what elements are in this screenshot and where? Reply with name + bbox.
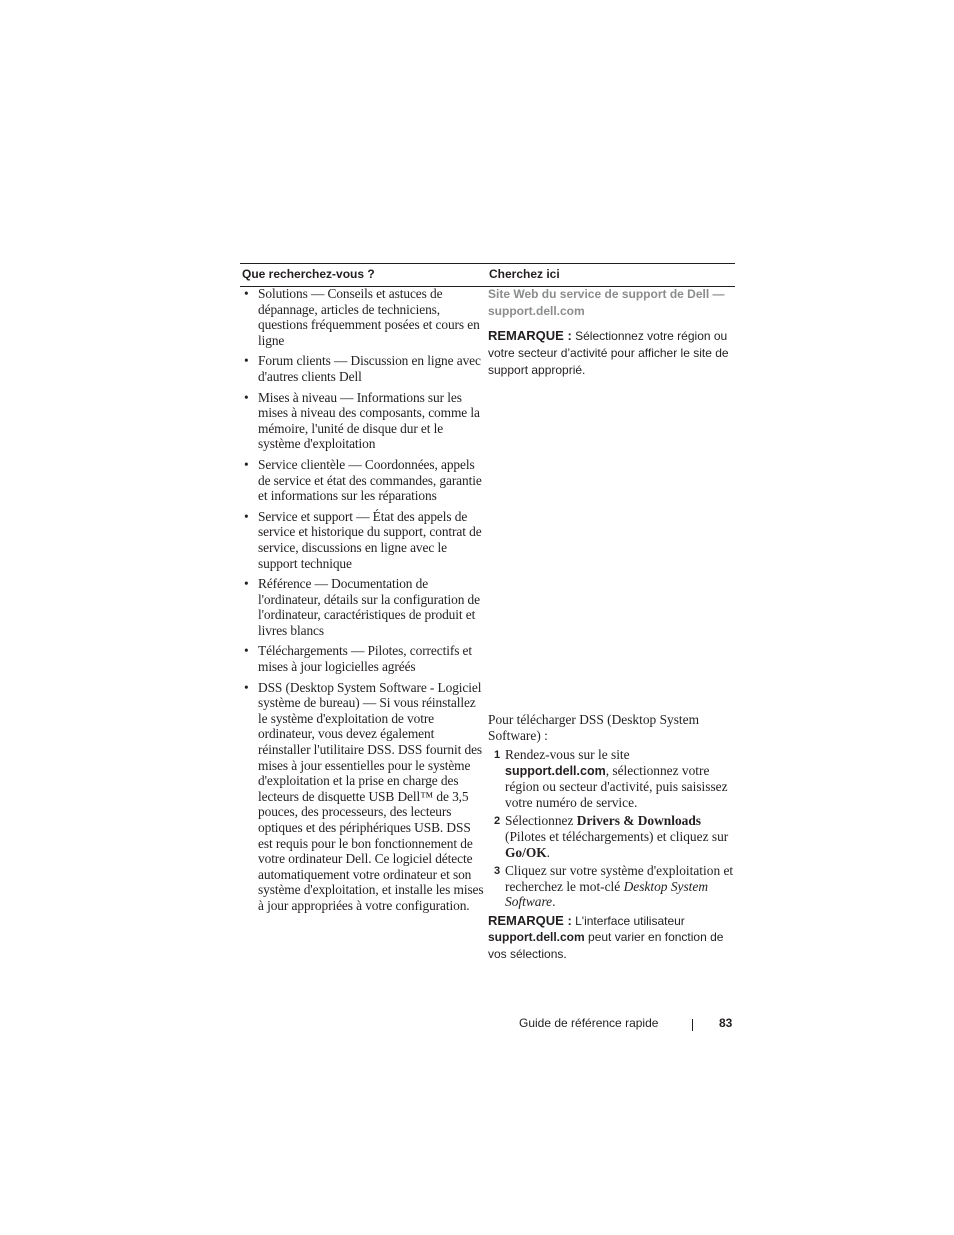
bullet-icon: • <box>244 643 249 659</box>
bullet-icon: • <box>244 389 249 405</box>
step-1 <box>488 747 734 810</box>
step-text: (Pilotes et téléchargements) et cliquez sur <box>505 828 729 844</box>
note-label: REMARQUE : <box>488 328 572 343</box>
list-item <box>244 390 484 452</box>
footer-guide-title: Guide de référence rapide <box>519 1016 659 1030</box>
dss-intro: Pour télécharger DSS (Desktop System Software) : <box>488 712 700 743</box>
bullet-icon: • <box>244 456 249 472</box>
bullet-icon: • <box>244 286 249 301</box>
drivers-downloads-label: Drivers & Downloads <box>576 813 702 829</box>
note-text: L'interface utilisateur <box>575 914 685 928</box>
list-item-text: DSS (Desktop System Software - Logiciel système de bureau) — Si vous réinstallez le système d'exploitation de votre ordinateur, vous devez également réinstaller l'utilitaire DSS. DSS fournit des mises à jour essentielles pour le système d'exploitation et la prise en charge des lecteurs de disquette USB Dell™ de 3,5 pouces, des processeurs, des lecteurs optiques et des périphériques USB. DSS est requis pour le bon fonctionnement de votre ordinateur Dell. Ce logiciel détecte automatiquement votre ordinateur et son système d'exploitation, et installe les mises à jour appropriées à votre configuration. <box>258 679 484 913</box>
step-2 <box>488 813 734 860</box>
list-item-text: Référence — Documentation de l'ordinateur, détails sur la configuration de l'ordinateur, caractéristiques de produit et livres blancs <box>258 576 480 638</box>
list-item-text: Forum clients — Discussion en ligne avec d'autres clients Dell <box>258 353 481 384</box>
list-item <box>244 680 484 914</box>
list-item <box>244 509 484 571</box>
step-number: 3 <box>494 865 501 878</box>
note-interface <box>488 913 734 962</box>
download-steps <box>488 747 734 913</box>
resource-list <box>244 286 484 919</box>
list-item-text: Mises à niveau — Informations sur les mises à niveau des composants, comme la mémoire, l'unité de disque dur et le système d'exploitation <box>258 389 480 452</box>
step-3 <box>488 863 734 910</box>
support-site-heading[interactable]: Site Web du service de support de Dell — support.dell.com <box>488 287 725 318</box>
list-item-text: Solutions — Conseils et astuces de dépannage, articles de techniciens, questions fréquemment posées et cours en ligne <box>258 286 480 348</box>
go-ok-button-label: Go/OK <box>505 844 547 860</box>
step-text: . <box>552 894 556 910</box>
support-link[interactable]: support.dell.com <box>505 763 606 778</box>
page-number: 83 <box>719 1016 733 1030</box>
step-text: Sélectionnez <box>505 813 574 829</box>
note-text: peut varier en fonction de vos sélections. <box>488 930 724 961</box>
note-region <box>488 327 734 379</box>
table-header <box>240 263 735 287</box>
list-item <box>244 643 484 674</box>
keyword: Desktop System Software <box>505 878 709 910</box>
note-label: REMARQUE : <box>488 913 572 928</box>
column-header-question: Que recherchez-vous ? <box>242 267 375 281</box>
step-number: 2 <box>494 815 501 828</box>
step-text: Cliquez sur votre système d'exploitation et recherchez le mot-clé <box>505 863 734 894</box>
step-number: 1 <box>494 749 501 761</box>
list-item-text: Service et support — État des appels de service et historique du support, contrat de service, discussions en ligne avec le support technique <box>258 508 482 571</box>
bullet-icon: • <box>244 576 249 592</box>
list-item-text: Service clientèle — Coordonnées, appels de service et état des commandes, garantie et informations sur les réparations <box>258 456 482 504</box>
support-link[interactable]: support.dell.com <box>488 930 585 945</box>
bullet-icon: • <box>244 679 249 695</box>
list-item <box>244 353 484 384</box>
step-text: Rendez-vous sur le site <box>505 747 630 762</box>
bullet-icon: • <box>244 508 249 524</box>
footer-divider <box>692 1019 693 1031</box>
list-item <box>244 457 484 504</box>
step-text: . <box>546 844 551 860</box>
list-item <box>244 576 484 638</box>
step-text: , sélectionnez votre région ou secteur d'activité, puis saisissez votre numéro de service. <box>505 762 728 810</box>
list-item <box>244 286 484 348</box>
list-item-text: Téléchargements — Pilotes, correctifs et mises à jour logicielles agréés <box>258 643 473 675</box>
column-header-location: Cherchez ici <box>489 267 560 281</box>
bullet-icon: • <box>244 353 249 369</box>
note-text: Sélectionnez votre région ou votre secteur d’activité pour afficher le site de support approprié. <box>488 329 729 377</box>
